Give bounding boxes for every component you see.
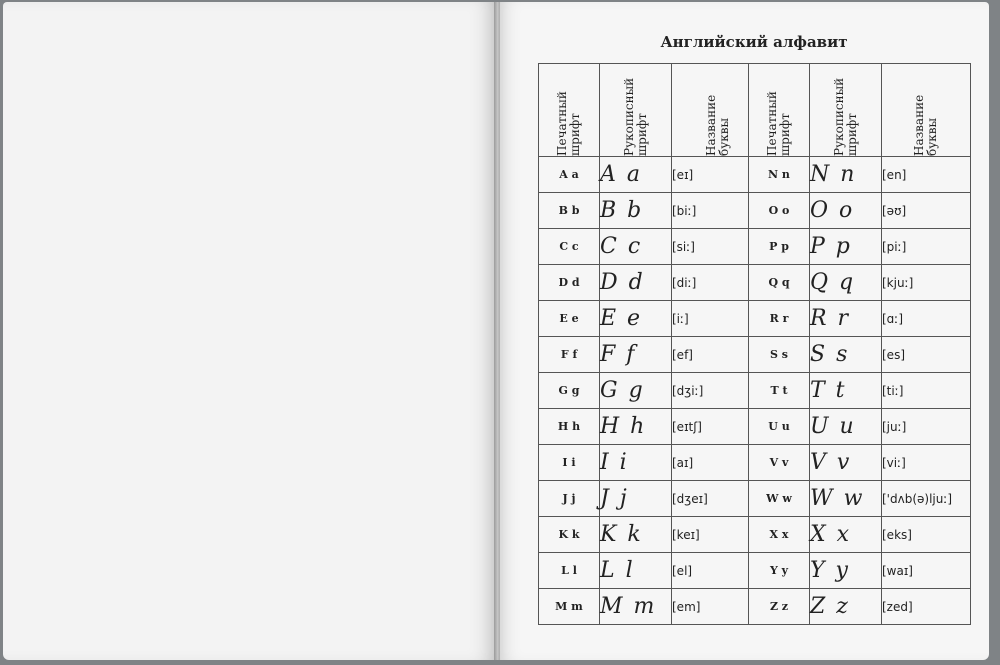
handwritten-cell: C c [600, 229, 672, 265]
letter-name-cell: [eɪtʃ] [672, 409, 765, 445]
header-name: Название буквы [882, 64, 971, 157]
table-row [539, 553, 765, 589]
letter-name-cell: [siː] [672, 229, 765, 265]
table-body-left [539, 157, 765, 625]
table-row [539, 301, 765, 337]
header-name: Название буквы [672, 64, 765, 157]
print-cell: R r [749, 301, 810, 337]
table-row [539, 373, 765, 409]
handwritten-cell: M m [600, 589, 672, 625]
handwritten-cell: K k [600, 517, 672, 553]
handwritten-cell: A a [600, 157, 672, 193]
handwritten-cell: O o [810, 193, 882, 229]
table-row [539, 481, 765, 517]
handwritten-cell: X x [810, 517, 882, 553]
handwritten-cell: F f [600, 337, 672, 373]
print-cell: T t [749, 373, 810, 409]
table-row [539, 445, 765, 481]
table-row [749, 301, 971, 337]
table-row [539, 265, 765, 301]
handwritten-cell: Y y [810, 553, 882, 589]
handwritten-cell: V v [810, 445, 882, 481]
table-row [749, 589, 971, 625]
handwritten-cell: E e [600, 301, 672, 337]
handwritten-cell: H h [600, 409, 672, 445]
letter-name-cell: [tiː] [882, 373, 971, 409]
letter-name-cell: [ɑː] [882, 301, 971, 337]
table-header-row [539, 64, 765, 157]
handwritten-cell: U u [810, 409, 882, 445]
print-cell: S s [749, 337, 810, 373]
table-row [749, 337, 971, 373]
header-hand: Рукописный шрифт [600, 64, 672, 157]
handwritten-cell: T t [810, 373, 882, 409]
print-cell: F f [539, 337, 600, 373]
table-row [539, 229, 765, 265]
print-cell: X x [749, 517, 810, 553]
table-row [749, 481, 971, 517]
table-row [539, 337, 765, 373]
print-cell: Q q [749, 265, 810, 301]
letter-name-cell: [diː] [672, 265, 765, 301]
table-row [749, 373, 971, 409]
handwritten-cell: L l [600, 553, 672, 589]
letter-name-cell: [es] [882, 337, 971, 373]
print-cell: E e [539, 301, 600, 337]
handwritten-cell: J j [600, 481, 672, 517]
letter-name-cell: [əʊ] [882, 193, 971, 229]
print-cell: W w [749, 481, 810, 517]
letter-name-cell: [ef] [672, 337, 765, 373]
table-row [749, 193, 971, 229]
table-header-row [749, 64, 971, 157]
handwritten-cell: D d [600, 265, 672, 301]
letter-name-cell: [viː] [882, 445, 971, 481]
letter-name-cell: [eks] [882, 517, 971, 553]
letter-name-cell: [zed] [882, 589, 971, 625]
letter-name-cell: [eɪ] [672, 157, 765, 193]
right-page [497, 2, 989, 660]
table-row [749, 409, 971, 445]
handwritten-cell: Q q [810, 265, 882, 301]
header-print: Печатный шрифт [539, 64, 600, 157]
print-cell: N n [749, 157, 810, 193]
letter-name-cell: [el] [672, 553, 765, 589]
table-row [749, 517, 971, 553]
table-row [539, 193, 765, 229]
table-row [749, 265, 971, 301]
letter-name-cell: ['dʌb(ə)ljuː] [882, 481, 971, 517]
letter-name-cell: [dʒeɪ] [672, 481, 765, 517]
table-row [539, 409, 765, 445]
page-title: Английский алфавит [660, 33, 848, 51]
table-row [539, 589, 765, 625]
table-body-right [749, 157, 971, 625]
print-cell: A a [539, 157, 600, 193]
print-cell: D d [539, 265, 600, 301]
letter-name-cell: [keɪ] [672, 517, 765, 553]
print-cell: G g [539, 373, 600, 409]
print-cell: Y y [749, 553, 810, 589]
print-cell: U u [749, 409, 810, 445]
letter-name-cell: [em] [672, 589, 765, 625]
print-cell: C c [539, 229, 600, 265]
letter-name-cell: [juː] [882, 409, 971, 445]
header-hand: Рукописный шрифт [810, 64, 882, 157]
print-cell: J j [539, 481, 600, 517]
letter-name-cell: [dʒiː] [672, 373, 765, 409]
letter-name-cell: [en] [882, 157, 971, 193]
table-row [749, 229, 971, 265]
handwritten-cell: I i [600, 445, 672, 481]
print-cell: B b [539, 193, 600, 229]
print-cell: Z z [749, 589, 810, 625]
handwritten-cell: R r [810, 301, 882, 337]
print-cell: M m [539, 589, 600, 625]
print-cell: H h [539, 409, 600, 445]
table-row [749, 157, 971, 193]
handwritten-cell: Z z [810, 589, 882, 625]
alphabet-table-left [538, 63, 765, 625]
handwritten-cell: W w [810, 481, 882, 517]
table-row [749, 553, 971, 589]
letter-name-cell: [piː] [882, 229, 971, 265]
handwritten-cell: S s [810, 337, 882, 373]
print-cell: V v [749, 445, 810, 481]
print-cell: K k [539, 517, 600, 553]
table-row [749, 445, 971, 481]
book-spine-crease [494, 2, 500, 660]
letter-name-cell: [biː] [672, 193, 765, 229]
handwritten-cell: P p [810, 229, 882, 265]
letter-name-cell: [kjuː] [882, 265, 971, 301]
print-cell: O o [749, 193, 810, 229]
header-print: Печатный шрифт [749, 64, 810, 157]
letter-name-cell: [waɪ] [882, 553, 971, 589]
print-cell: P p [749, 229, 810, 265]
print-cell: I i [539, 445, 600, 481]
table-row [539, 517, 765, 553]
handwritten-cell: B b [600, 193, 672, 229]
handwritten-cell: N n [810, 157, 882, 193]
letter-name-cell: [aɪ] [672, 445, 765, 481]
table-row [539, 157, 765, 193]
print-cell: L l [539, 553, 600, 589]
handwritten-cell: G g [600, 373, 672, 409]
alphabet-table-right [748, 63, 971, 625]
letter-name-cell: [iː] [672, 301, 765, 337]
left-page [3, 2, 497, 660]
